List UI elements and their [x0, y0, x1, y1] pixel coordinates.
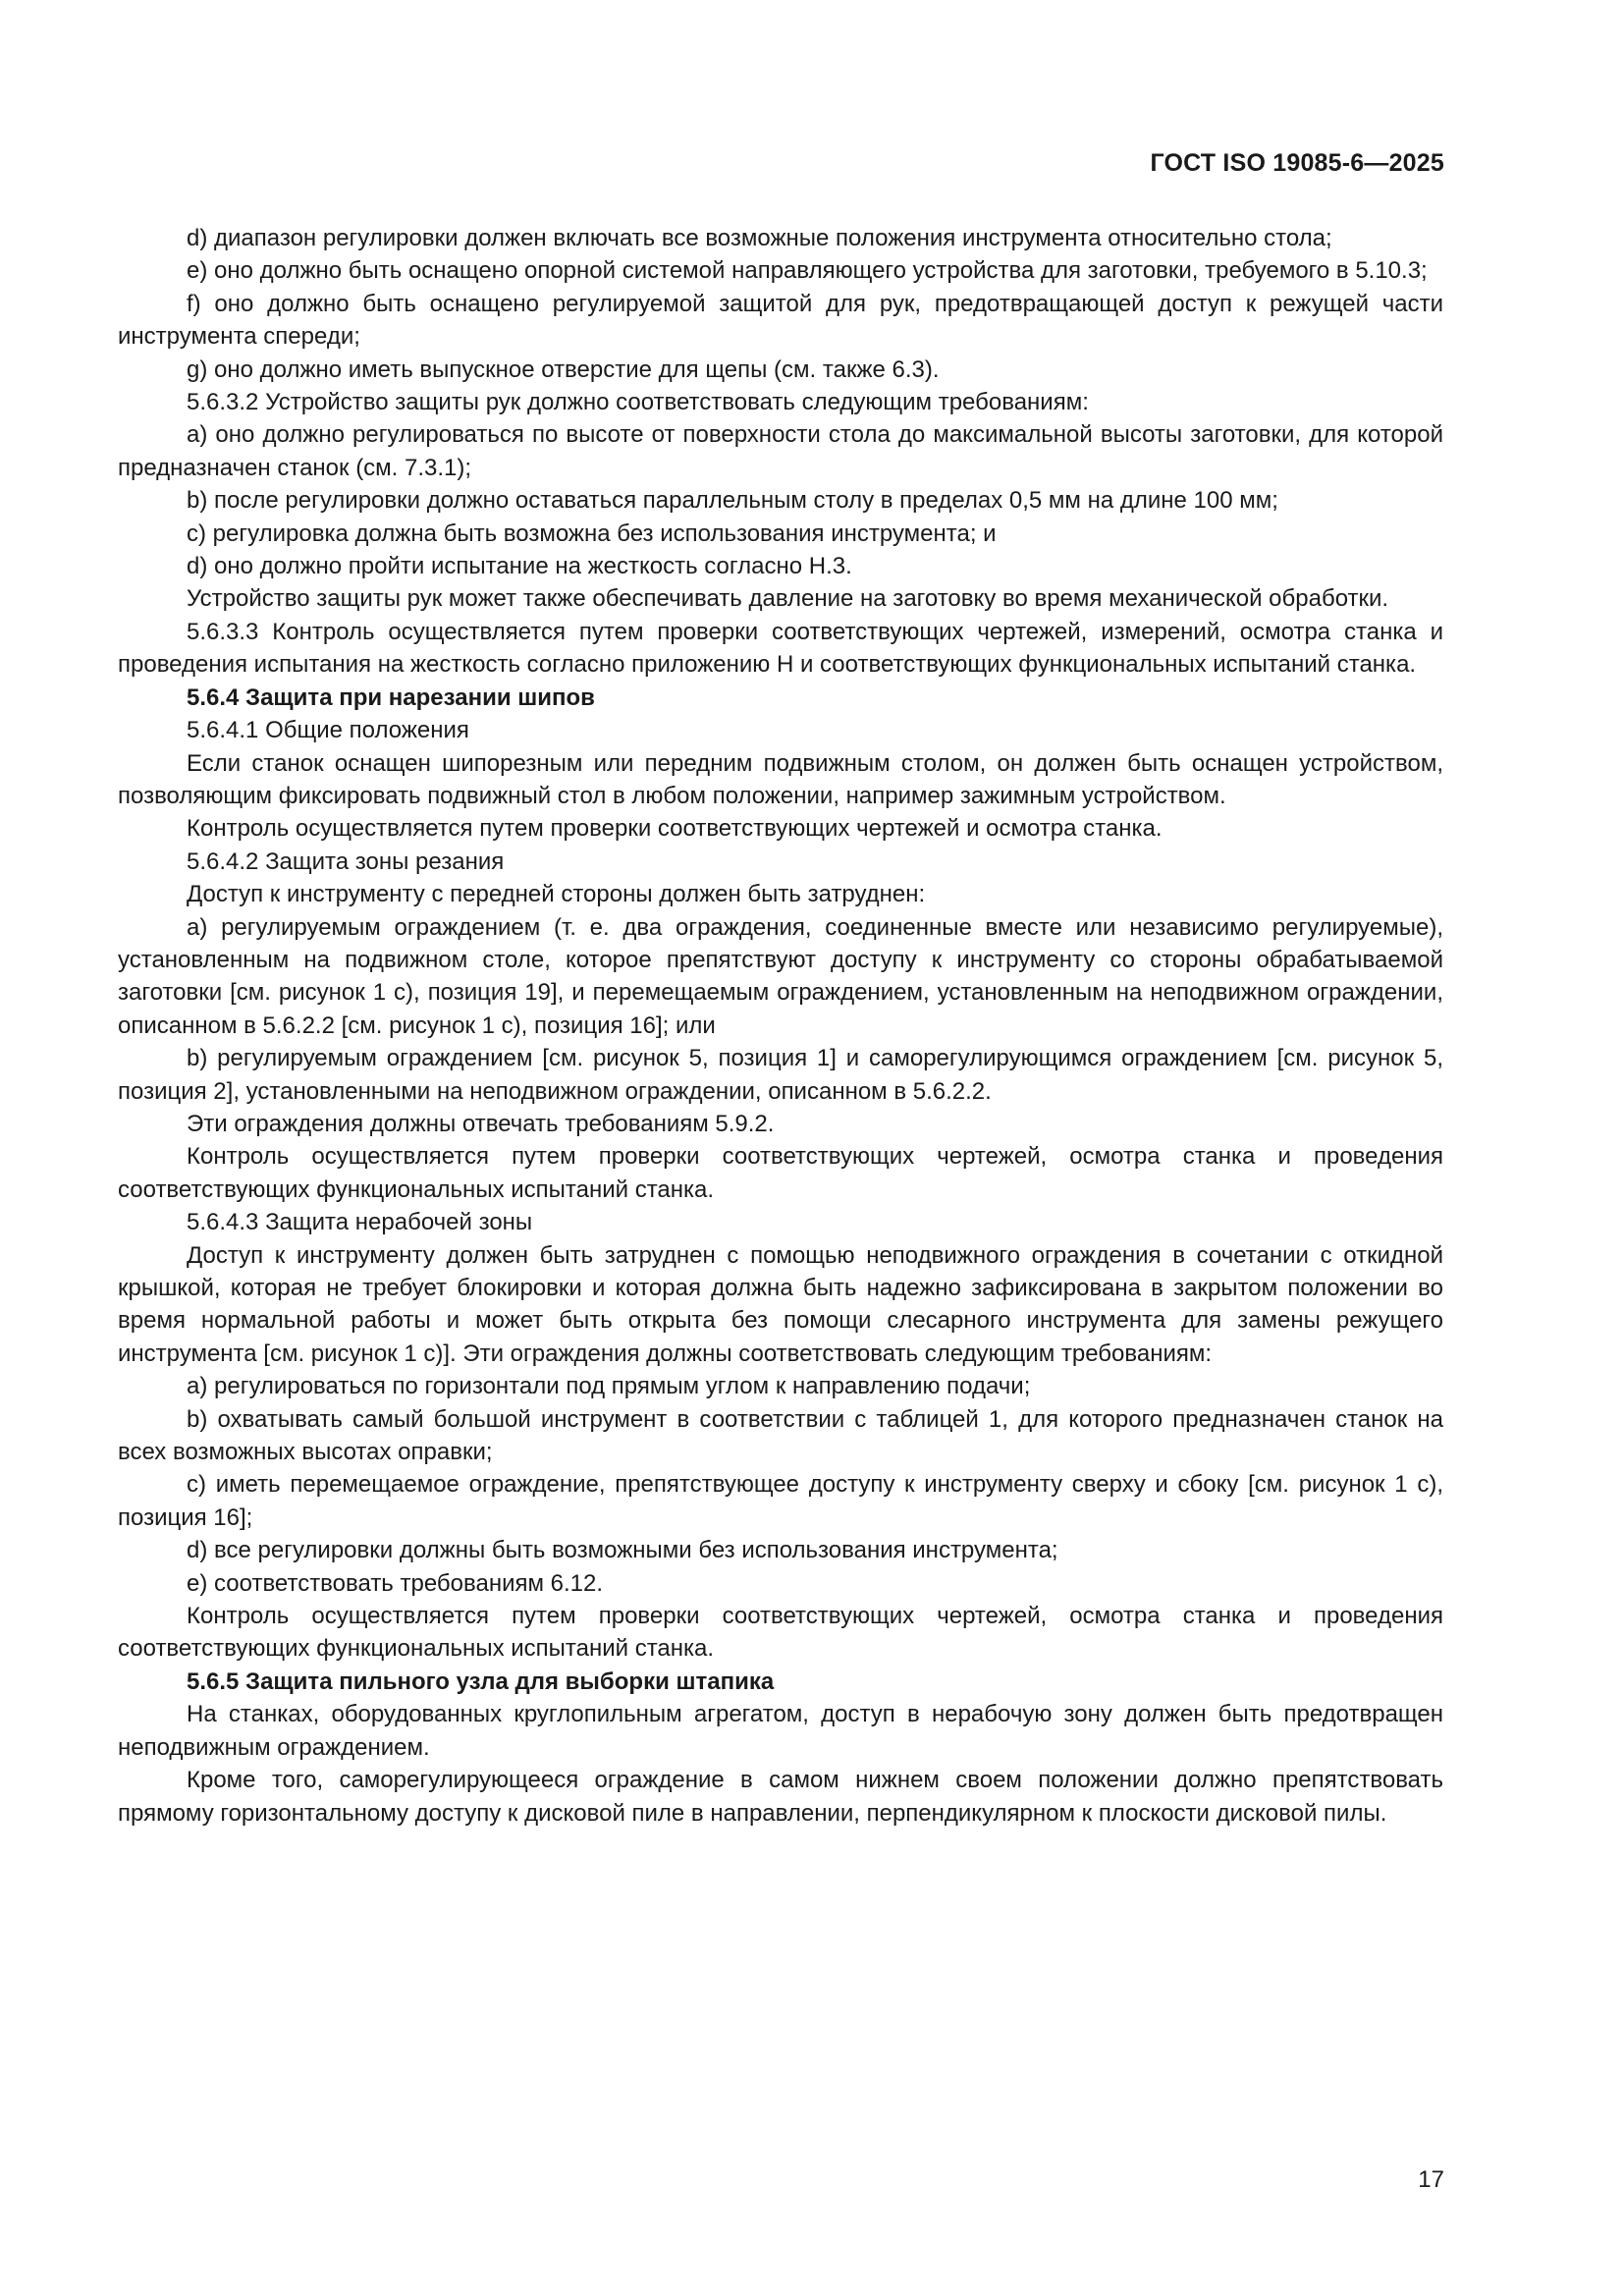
paragraph: Контроль осуществляется путем проверки соответствующих чертежей, осмотра станка и проведения соответствующих функциональных испытаний станка.	[118, 1143, 1443, 1203]
paragraph: e) соответствовать требованиям 6.12.	[187, 1569, 604, 1597]
document-header: ГОСТ ISO 19085-6—2025	[1150, 149, 1444, 177]
paragraph: c) иметь перемещаемое ограждение, препятствующее доступу к инструменту сверху и сбоку [см. рисунок 1 c), позиция 16];	[118, 1471, 1443, 1531]
paragraph: Устройство защиты рук может также обеспечивать давление на заготовку во время механической обработки.	[187, 585, 1389, 613]
paragraph: Если станок оснащен шипорезным или передним подвижным столом, он должен быть оснащен устройством, позволяющим фиксировать подвижный стол в любом положении, например зажимным устройством.	[118, 749, 1443, 809]
paragraph: a) регулироваться по горизонтали под прямым углом к направлению подачи;	[187, 1373, 1031, 1400]
paragraph: Кроме того, саморегулирующееся ограждение в самом нижнем своем положении должно препятствовать прямому горизонтальному доступу к дисковой пиле в направлении, перпендикулярном к плоскости дисковой пилы.	[118, 1767, 1443, 1827]
paragraph: Контроль осуществляется путем проверки соответствующих чертежей, осмотра станка и проведения соответствующих функциональных испытаний станка.	[118, 1603, 1443, 1663]
paragraph: 5.6.3.2 Устройство защиты рук должно соответствовать следующим требованиям:	[187, 389, 1089, 416]
paragraph: g) оно должно иметь выпускное отверстие для щепы (см. также 6.3).	[187, 355, 940, 383]
paragraph: e) оно должно быть оснащено опорной системой направляющего устройства для заготовки, требуемого в 5.10.3;	[187, 257, 1428, 285]
section-heading: 5.6.5 Защита пильного узла для выборки штапика	[187, 1667, 775, 1695]
paragraph: На станках, оборудованных круглопильным агрегатом, доступ в нерабочую зону должен быть предотвращен неподвижным ограждением.	[118, 1701, 1443, 1761]
paragraph: Доступ к инструменту с передней стороны должен быть затруднен:	[187, 881, 926, 908]
paragraph: 5.6.4.1 Общие положения	[187, 717, 469, 744]
paragraph: d) оно должно пройти испытание на жесткость согласно Н.3.	[187, 553, 852, 580]
paragraph: a) регулируемым ограждением (т. е. два ограждения, соединенные вместе или независимо регулируемые), установленным на подвижном столе, которое препятствуют доступу к инструменту со стороны обрабатываемой заготовки [см. рисунок 1 c), позиция 19], и перемещаемым ограждением, установленным на неподвижном ограждении, описанном в 5.6.2.2 [см. рисунок 1 c), позиция 16]; или	[118, 913, 1443, 1039]
section-heading: 5.6.4 Защита при нарезании шипов	[187, 683, 595, 711]
paragraph: Контроль осуществляется путем проверки соответствующих чертежей и осмотра станка.	[187, 815, 1163, 843]
paragraph: b) охватывать самый большой инструмент в соответствии с таблицей 1, для которого предназначен станок на всех возможных высотах оправки;	[118, 1405, 1443, 1466]
paragraph: b) регулируемым ограждением [см. рисунок 5, позиция 1] и саморегулирующимся ограждением [см. рисунок 5, позиция 2], установленными на неподвижном ограждении, описанном в 5.6.2.2.	[118, 1045, 1443, 1105]
paragraph: 5.6.3.3 Контроль осуществляется путем проверки соответствующих чертежей, измерений, осмотра станка и проведения испытания на жесткость согласно приложению Н и соответствующих функциональных испытаний станка.	[118, 618, 1443, 679]
page-number: 17	[1418, 2166, 1444, 2193]
paragraph: a) оно должно регулироваться по высоте от поверхности стола до максимальной высоты заготовки, для которой предназначен станок (см. 7.3.1);	[118, 421, 1443, 481]
paragraph: 5.6.4.3 Защита нерабочей зоны	[187, 1209, 533, 1236]
paragraph: c) регулировка должна быть возможна без использования инструмента; и	[187, 519, 997, 547]
paragraph: f) оно должно быть оснащено регулируемой защитой для рук, предотвращающей доступ к режущей части инструмента спереди;	[118, 290, 1443, 351]
paragraph: b) после регулировки должно оставаться параллельным столу в пределах 0,5 мм на длине 100 мм;	[187, 487, 1278, 515]
paragraph: d) диапазон регулировки должен включать все возможные положения инструмента относительно стола;	[187, 225, 1332, 251]
paragraph: Доступ к инструменту должен быть затруднен с помощью неподвижного ограждения в сочетании с откидной крышкой, которая не требует блокировки и которая должна быть надежно зафиксирована в закрытом положении во время нормальной работы и может быть открыта без помощи слесарного инструмента для замены режущего инструмента [см. рисунок 1 c)]. Эти ограждения должны соответствовать следующим требованиям:	[118, 1241, 1443, 1367]
paragraph: d) все регулировки должны быть возможными без использования инструмента;	[187, 1537, 1058, 1564]
document-body	[118, 222, 1443, 1830]
paragraph: Эти ограждения должны отвечать требованиям 5.9.2.	[187, 1110, 775, 1137]
paragraph: 5.6.4.2 Защита зоны резания	[187, 847, 505, 875]
